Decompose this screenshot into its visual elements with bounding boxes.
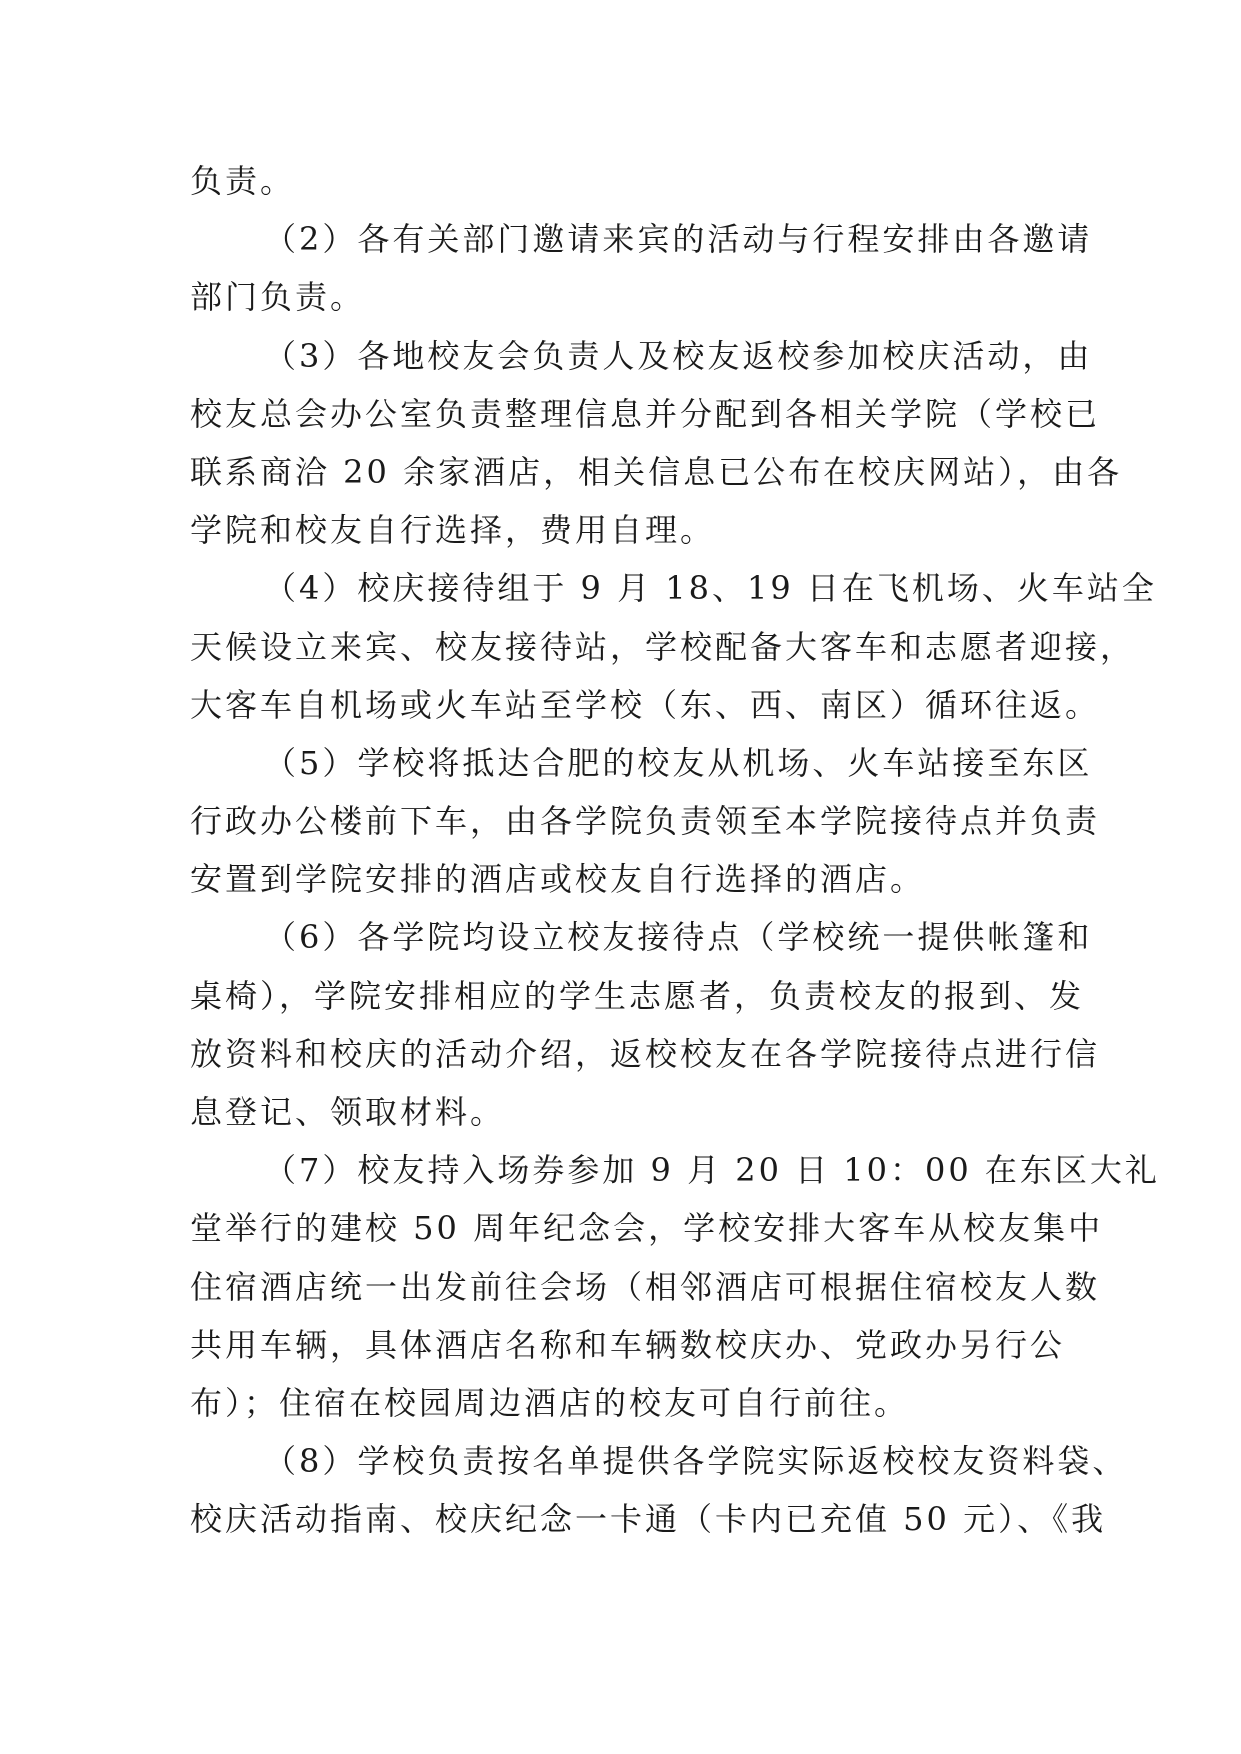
text-line: 安置到学院安排的酒店或校友自行选择的酒店。 <box>190 860 926 899</box>
text-line: 息登记、领取材料。 <box>190 1093 506 1131</box>
text-line: （8）学校负责按名单提供各学院实际返校校友资料袋、 <box>264 1442 1128 1481</box>
text-line: （5）学校将抵达合肥的校友从机场、火车站接至东区 <box>264 743 1093 782</box>
text-line: 行政办公楼前下车，由各学院负责领至本学院接待点并负责 <box>190 802 1101 841</box>
text-line: 堂举行的建校 50 周年纪念会，学校安排大客车从校友集中 <box>190 1209 1104 1248</box>
text-line: 部门负责。 <box>190 278 366 317</box>
text-line: 负责。 <box>190 162 296 200</box>
text-line: 桌椅），学院安排相应的学生志愿者，负责校友的报到、发 <box>190 976 1085 1015</box>
text-line: （4）校庆接待组于 9 月 18、19 日在飞机场、火车站全 <box>264 569 1157 608</box>
text-line: （2）各有关部门邀请来宾的活动与行程安排由各邀请 <box>264 220 1093 259</box>
text-line: 放资料和校庆的活动介绍，返校校友在各学院接待点进行信 <box>190 1034 1101 1073</box>
text-line: 大客车自机场或火车站至学校（东、西、南区）循环往返。 <box>190 685 1101 724</box>
text-line: 校友总会办公室负责整理信息并分配到各相关学院（学校已 <box>190 394 1101 433</box>
text-line: （6）各学院均设立校友接待点（学校统一提供帐篷和 <box>264 918 1093 957</box>
text-line: 布）；住宿在校园周边酒店的校友可自行前往。 <box>190 1383 910 1422</box>
text-line: 住宿酒店统一出发前往会场（相邻酒店可根据住宿校友人数 <box>190 1267 1101 1306</box>
text-line: 天候设立来宾、校友接待站，学校配备大客车和志愿者迎接， <box>190 627 1136 666</box>
text-line: （7）校友持入场券参加 9 月 20 日 10：00 在东区大礼 <box>264 1151 1160 1190</box>
text-line: 共用车辆，具体酒店名称和车辆数校庆办、党政办另行公 <box>190 1325 1066 1364</box>
text-line: 校庆活动指南、校庆纪念一卡通（卡内已充值 50 元）、《我 <box>190 1500 1107 1539</box>
text-line: 学院和校友自行选择，费用自理。 <box>190 511 716 550</box>
text-line: 联系商洽 20 余家酒店，相关信息已公布在校庆网站），由各 <box>190 452 1123 491</box>
text-line: （3）各地校友会负责人及校友返校参加校庆活动，由 <box>264 336 1093 375</box>
document-body <box>190 152 1160 1549</box>
